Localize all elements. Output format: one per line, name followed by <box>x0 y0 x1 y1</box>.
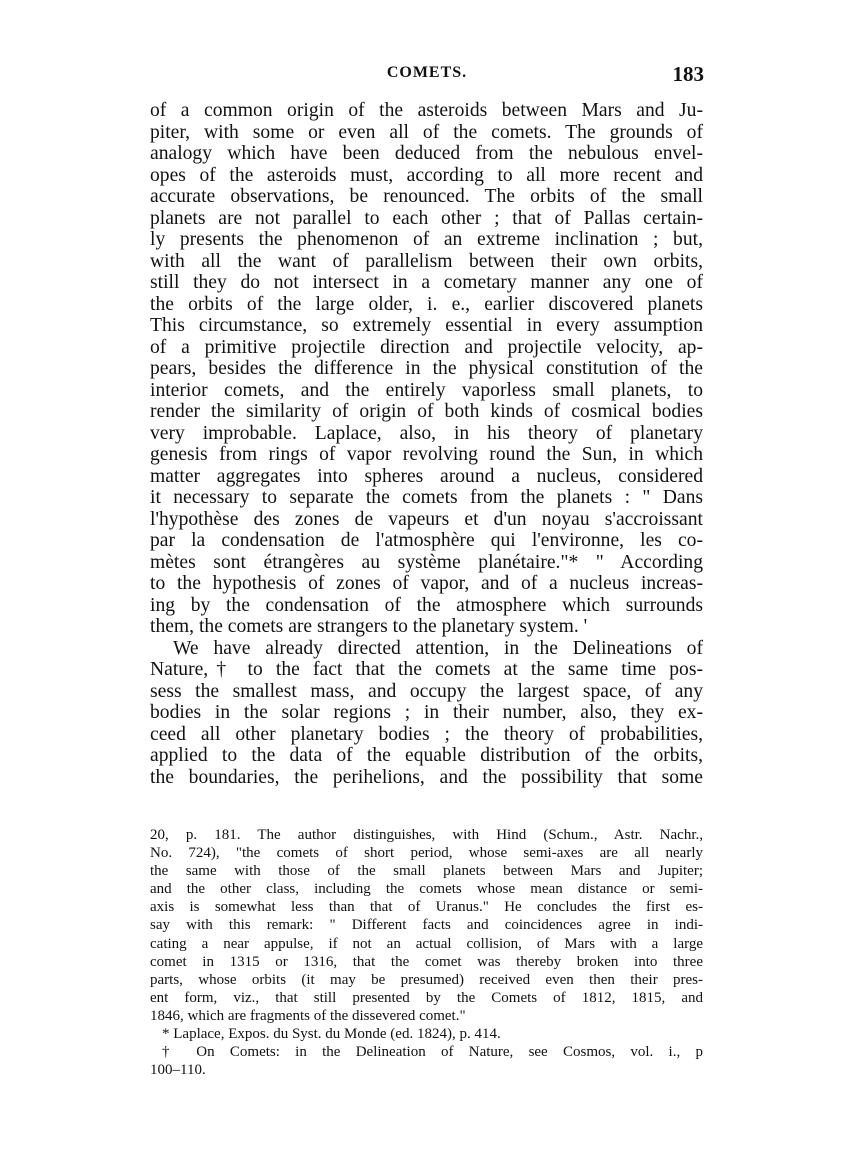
footnote-line: ent form, viz., that still presented by the Comets of 1812, 1815, and <box>150 989 703 1006</box>
text-line: Nature,† to the fact that the comets at the same time pos- <box>150 659 703 680</box>
text-line: matter aggregates into spheres around a nucleus, considered <box>150 465 703 487</box>
text-line: very improbable. Laplace, also, in his theory of planetary <box>150 422 703 444</box>
text-line: of a common origin of the asteroids between Mars and Ju- <box>150 100 703 121</box>
footnote-line: 1846, which are fragments of the dissevered comet." <box>150 1007 466 1024</box>
text-line: We have already directed attention, in the Delineations of <box>173 637 703 659</box>
footnote-line: comet in 1315 or 1316, that the comet was thereby broken into three <box>150 953 703 970</box>
footnotes <box>150 826 703 1079</box>
text-line: This circumstance, so extremely essential in every assumption <box>150 315 703 336</box>
text-line: mètes sont étrangères au système planétaire."* " According <box>150 551 703 573</box>
text-line: sess the smallest mass, and occupy the largest space, of any <box>150 680 703 702</box>
text-line: ing by the condensation of the atmosphere which surrounds <box>150 594 703 616</box>
footnote-line: 20, p. 181. The author distinguishes, with Hind (Schum., Astr. Nachr., <box>150 827 703 843</box>
text-line: the boundaries, the perihelions, and the possibility that some <box>150 766 703 788</box>
text-line: analogy which have been deduced from the nebulous envel- <box>150 143 703 164</box>
text-line: with all the want of parallelism between their own orbits, <box>150 250 703 272</box>
footnote-line: No. 724), "the comets of short period, whose semi-axes are all nearly <box>150 845 703 862</box>
text-line: still they do not intersect in a cometary manner any one of <box>150 272 703 293</box>
text-line: pears, besides the difference in the physical constitution of the <box>150 358 703 379</box>
footnote-line: cating a near appulse, if not an actual collision, of Mars with a large <box>150 935 703 952</box>
footnote-line: 100–110. <box>150 1062 206 1079</box>
page-number: 183 <box>672 62 704 86</box>
page-header <box>150 64 704 94</box>
text-line: ceed all other planetary bodies ; the theory of probabilities, <box>150 723 703 745</box>
footnote-line: say with this remark: " Different facts and coincidences agree in indi- <box>150 917 703 934</box>
text-line: opes of the asteroids must, according to all more recent and <box>150 164 703 186</box>
text-line: piter, with some or even all of the comets. The grounds of <box>150 121 703 143</box>
text-line: them, the comets are strangers to the planetary system. ' <box>150 616 588 637</box>
text-line: the orbits of the large older, i. e., earlier discovered planets <box>150 293 703 315</box>
footnote-line: * Laplace, Expos. du Syst. du Monde (ed. 1824), p. 414. <box>162 1026 501 1043</box>
text-line: of a primitive projectile direction and projectile velocity, ap- <box>150 336 703 358</box>
text-line: bodies in the solar regions ; in their number, also, they ex- <box>150 702 703 723</box>
text-line: applied to the data of the equable distribution of the orbits, <box>150 745 703 766</box>
text-line: l'hypothèse des zones de vapeurs et d'un noyau s'accroissant <box>150 508 703 530</box>
text-line: to the hypothesis of zones of vapor, and of a nucleus increas- <box>150 573 703 594</box>
text-line: render the similarity of origin of both kinds of cosmical bodies <box>150 401 703 422</box>
running-head: COMETS. <box>386 64 468 81</box>
text-line: planets are not parallel to each other ; that of Pallas certain- <box>150 207 703 229</box>
footnote-line: the same with those of the small planets between Mars and Jupiter; <box>150 863 703 880</box>
text-line: it necessary to separate the comets from the planets : " Dans <box>150 487 703 508</box>
footnote-line: and the other class, including the comets whose mean distance or semi- <box>150 881 703 898</box>
text-line: interior comets, and the entirely vaporless small planets, to <box>150 379 703 401</box>
footnote-line: axis is somewhat less than that of Uranus." He concludes the first es- <box>150 899 703 916</box>
body-text <box>150 100 703 788</box>
footnote-line: parts, whose orbits (it may be presumed) received even then their pres- <box>150 971 703 988</box>
text-line: ly presents the phenomenon of an extreme inclination ; but, <box>150 229 703 250</box>
text-line: genesis from rings of vapor revolving round the Sun, in which <box>150 444 703 465</box>
footnote-line: † On Comets: in the Delineation of Nature, see Cosmos, vol. i., p <box>162 1044 703 1061</box>
text-line: accurate observations, be renounced. The orbits of the small <box>150 186 703 207</box>
text-line: par la condensation de l'atmosphère qui l'environne, les co- <box>150 530 703 551</box>
